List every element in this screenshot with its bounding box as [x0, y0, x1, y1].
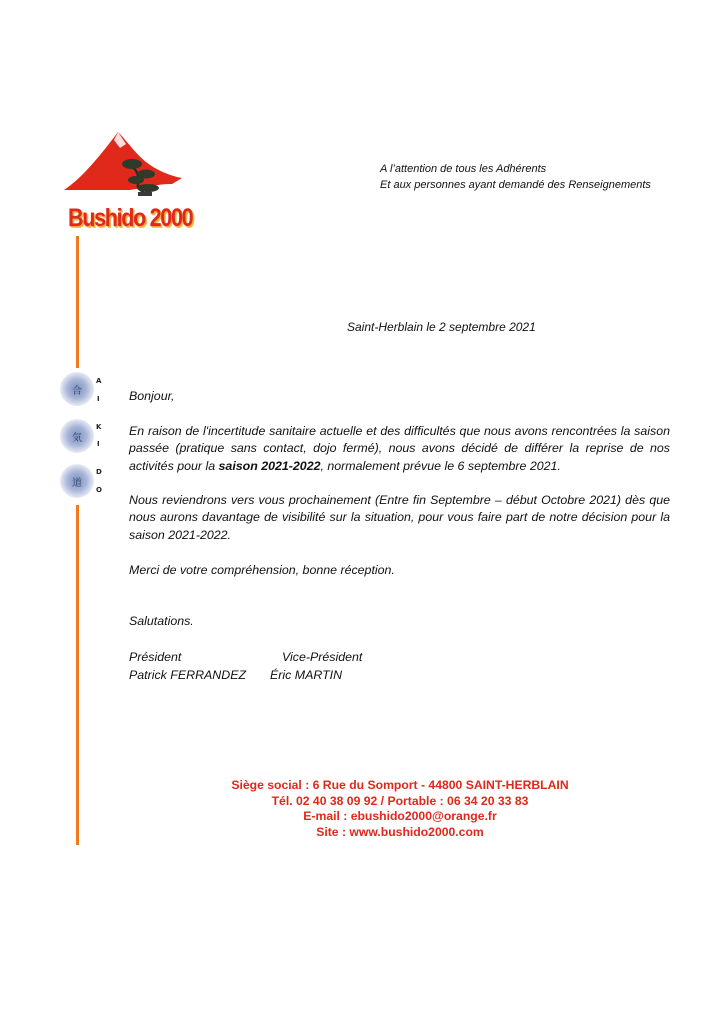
- side-letter: K: [96, 423, 102, 431]
- footer-address: Siège social : 6 Rue du Somport - 44800 SAINT-HERBLAIN: [231, 778, 569, 792]
- kanji-do-icon: 道: [60, 464, 94, 498]
- greeting: Bonjour,: [129, 389, 175, 403]
- signature-name: Éric MARTIN: [270, 668, 343, 682]
- bushido-logo: [60, 118, 193, 238]
- vertical-rule-bottom: [76, 505, 79, 845]
- logo-wordmark: Bushido 2000: [68, 204, 193, 232]
- recipients-line: A l’attention de tous les Adhérents: [380, 163, 547, 175]
- footer-email[interactable]: E-mail : ebushido2000@orange.fr: [303, 809, 497, 823]
- footer-phone: Tél. 02 40 38 09 92 / Portable : 06 34 20 33 83: [271, 793, 529, 808]
- signature-vice-president: [270, 648, 362, 684]
- signature-president: [129, 648, 246, 684]
- paragraph-2: Nous reviendrons vers vous prochainement (Entre fin Septembre – début Octobre 2021) dès que nous aurons davantage de visibilité sur la situation, pour vous faire part de notre décision pour la saison 2021-2022.: [129, 493, 670, 542]
- signature-name: Patrick FERRANDEZ: [129, 668, 247, 682]
- side-letter: I: [97, 395, 100, 403]
- side-letter: A: [96, 377, 102, 385]
- signature-title: Vice-Président: [282, 650, 363, 664]
- kanji-ai-icon: 合: [60, 372, 94, 406]
- kanji-ki-icon: 気: [60, 419, 94, 453]
- paragraph-3: Merci de votre compréhension, bonne réception.: [129, 563, 395, 577]
- letter-date: Saint-Herblain le 2 septembre 2021: [347, 320, 536, 334]
- signature-title: Président: [129, 650, 182, 664]
- vertical-rule-top: [76, 236, 79, 368]
- side-letter: I: [97, 440, 100, 448]
- recipients-block: [380, 161, 651, 193]
- side-letter: O: [96, 486, 102, 494]
- contact-footer: [200, 778, 600, 840]
- salutation: Salutations.: [129, 614, 194, 628]
- side-letter: D: [96, 468, 102, 476]
- paragraph-1: En raison de l'incertitude sanitaire actuelle et des difficultés que nous avons rencontrées la saison passée (pratique sans contact, dojo fermé), nous avons décidé de différer la reprise de nos activités pour la saison 2021-2022, normalement prévue le 6 septembre 2021.: [129, 424, 670, 473]
- recipients-line: Et aux personnes ayant demandé des Renseignements: [380, 179, 651, 191]
- mountain-bonsai-icon: [60, 118, 190, 208]
- footer-website[interactable]: Site : www.bushido2000.com: [316, 824, 484, 839]
- season-highlight: saison 2021-2022: [218, 458, 321, 473]
